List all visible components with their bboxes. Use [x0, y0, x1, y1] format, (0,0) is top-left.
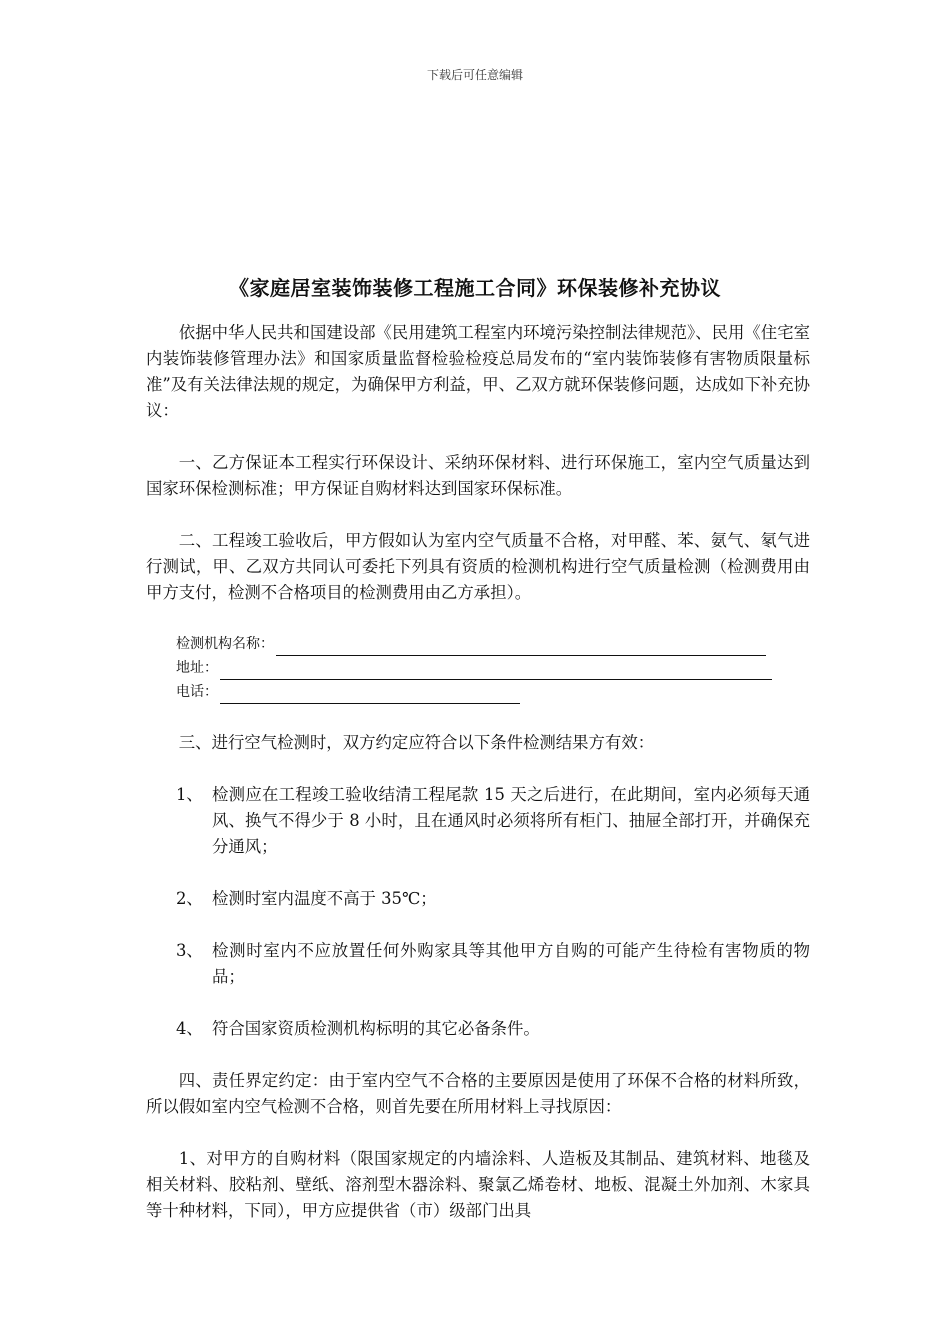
document-title: 《家庭居室装饰装修工程施工合同》环保装修补充协议 — [229, 276, 721, 300]
condition-text: 检测时室内不应放置任何外购家具等其他甲方自购的可能产生待检有害物质的物品； — [212, 941, 810, 986]
agency-name-field — [176, 632, 810, 656]
intro-paragraph: 依据中华人民共和国建设部《民用建筑工程室内环境污染控制法律规范》、民用《住宅室内装饰装修管理办法》和国家质量监督检验检疫总局发布的“室内装饰装修有害物质限量标准”及有关法律法规的规定，为确保甲方利益，甲、乙双方就环保装修问题，达成如下补充协议： — [146, 323, 811, 420]
condition-text: 检测时室内温度不高于 35℃； — [212, 889, 437, 908]
header-note: 下载后可任意编辑 — [426, 68, 523, 82]
agency-name-blank[interactable] — [276, 637, 766, 656]
condition-number: 4、 — [176, 1019, 203, 1038]
condition-number: 1、 — [176, 785, 203, 804]
condition-number: 3、 — [176, 941, 203, 960]
condition-text: 检测应在工程竣工验收结清工程尾款 15 天之后进行，在此期间，室内必须每天通风、换气不得少于 8 小时，且在通风时必须将所有柜门、抽屉全部打开，并确保充分通风； — [212, 785, 810, 856]
agency-fields — [176, 632, 810, 704]
phone-field — [176, 680, 810, 704]
agency-name-label: 检测机构名称： — [176, 636, 274, 652]
condition-item — [176, 782, 810, 860]
clause-3-paragraph: 三、进行空气检测时，双方约定应符合以下条件检测结果方有效： — [178, 733, 655, 752]
phone-blank[interactable] — [220, 685, 520, 704]
condition-number: 2、 — [176, 889, 203, 908]
condition-text: 符合国家资质检测机构标明的其它必备条件。 — [212, 1019, 540, 1038]
address-field — [176, 656, 810, 680]
condition-item — [176, 1016, 810, 1042]
address-blank[interactable] — [220, 661, 772, 680]
phone-label: 电话： — [176, 684, 218, 700]
clause-1-paragraph: 一、乙方保证本工程实行环保设计、采纳环保材料、进行环保施工，室内空气质量达到国家环保检测标准；甲方保证自购材料达到国家环保标准。 — [146, 453, 810, 498]
address-label: 地址： — [176, 660, 218, 676]
clause-2-paragraph: 二、工程竣工验收后，甲方假如认为室内空气质量不合格，对甲醛、苯、氨气、氡气进行测试，甲、乙双方共同认可委托下列具有资质的检测机构进行空气质量检测（检测费用由甲方支付，检测不合格项目的检测费用由乙方承担）。 — [146, 531, 810, 602]
clause-4-paragraph: 四、责任界定约定：由于室内空气不合格的主要原因是使用了环保不合格的材料所致，所以假如室内空气检测不合格，则首先要在所用材料上寻找原因： — [146, 1071, 810, 1116]
condition-item — [176, 886, 810, 912]
document-body — [146, 320, 810, 1250]
clause-4-item-1-paragraph: 1、对甲方的自购材料（限国家规定的内墙涂料、人造板及其制品、建筑材料、地毯及相关材料、胶粘剂、壁纸、溶剂型木器涂料、聚氯乙烯卷材、地板、混凝土外加剂、木家具等十种材料，下同），甲方应提供省（市）级部门出具 — [146, 1149, 810, 1220]
condition-item — [176, 938, 810, 990]
